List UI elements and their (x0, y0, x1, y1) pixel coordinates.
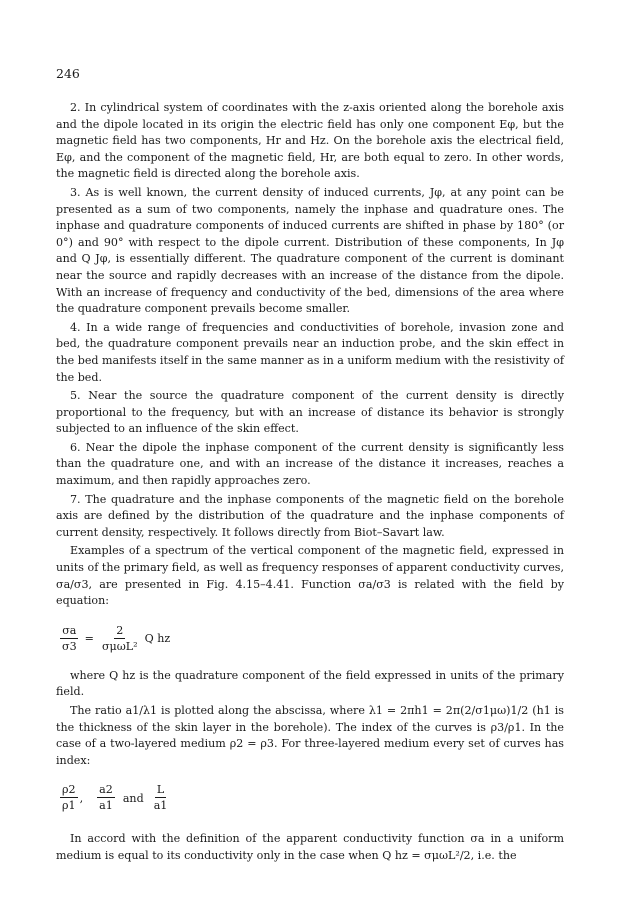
curve-index-expression (58, 775, 564, 821)
paragraph-ratio: The ratio a1/λ1 is plotted along the abscissa, where λ1 = 2πh1 = 2π(2/σ1μω)1/2 (h1 is the thickness of the skin layer in the borehole). The index of the curves is ρ3/ρ1. In the case of a two-layered medium ρ2 = ρ3. For three-layered medium every set of curves has index: (56, 704, 564, 767)
index-radius-numerator: a2 (99, 783, 113, 797)
equation-rhs-numerator: 2 (116, 623, 124, 637)
paragraph-where: where Q hz is the quadrature component of the field expressed in units of the primary field. (56, 668, 564, 699)
paragraph-item-2: 2. In cylindrical system of coordinates with the z-axis oriented along the borehole axis and the dipole located in its origin the electric field has only one component Eφ, but the magnetic field has two components, Hr and Hz. On the borehole axis the electrical field, Eφ, and the component of the magnetic field, Hr, are both equal to zero. In other words, the magnetic field is directed along the borehole axis. (56, 101, 564, 181)
equation-lhs-numerator: σa (62, 623, 77, 637)
equation-rhs-fraction (100, 624, 140, 654)
equation-apparent-conductivity (58, 616, 564, 662)
equation-rhs-denominator: σμωL² (101, 639, 138, 653)
book-page (56, 66, 564, 867)
index-rho-denominator: ρ1 (62, 799, 76, 813)
equation-equals-sign: = (84, 632, 94, 646)
equation-lhs-fraction (60, 624, 79, 654)
index-radius-denominator: a1 (99, 799, 113, 813)
index-rho-numerator: ρ2 (62, 783, 76, 797)
index-and-word: and (122, 791, 144, 805)
equation-rhs-factor: Q hz (144, 632, 171, 646)
paragraph-item-6: 6. Near the dipole the inphase component of the current density is significantly less than the quadrature one, and with an increase of the distance it increases, reaches a maximum, and then rapidly approaches zero. (56, 440, 564, 488)
paragraph-item-7: 7. The quadrature and the inphase components of the magnetic field on the borehole axis are defined by the distribution of the quadrature and the inphase components of current density, respectively. It follows directly from Biot–Savart law. (56, 492, 564, 539)
index-length-denominator: a1 (153, 799, 168, 813)
index-comma: , (79, 791, 84, 805)
paragraph-accord: In accord with the definition of the apparent conductivity function σa in a uniform medium is equal to its conductivity only in the case when Q hz = σμωL²/2, i.e. the (56, 832, 564, 862)
paragraph-item-4: 4. In a wide range of frequencies and conductivities of borehole, invasion zone and bed, the quadrature component prevails near an induction probe, and the skin effect in the bed manifests itself in the same manner as in a uniform medium with the resistivity of the bed. (56, 320, 564, 384)
paragraph-examples: Examples of a spectrum of the vertical component of the magnetic field, expressed in units of the primary field, as well as frequency responses of apparent conductivity curves, σa/σ3, are presented in Fig. 4.15–4.41. Function σa/σ3 is related with the field by equation: (56, 544, 564, 608)
index-fraction-rho (60, 783, 78, 813)
index-fraction-radius (97, 783, 115, 813)
page-number: 246 (56, 66, 80, 81)
paragraph-item-3: 3. As is well known, the current density of induced currents, Jφ, at any point can be presented as a sum of two components, namely the inphase and quadrature ones. The inphase and quadrature components of induced currents are shifted in phase by 180° (or 0°) and 90° with respect to the dipole current. Distribution of these components, In Jφ and Q Jφ, is essentially different. The quadrature component of the current is dominant near the source and rapidly decreases with an increase of the distance from the dipole. With an increase of frequency and conductivity of the bed, dimensions of the area where the quadrature component prevails become smaller. (56, 185, 564, 316)
index-length-numerator: L (156, 783, 165, 797)
index-fraction-length (152, 783, 170, 813)
equation-lhs-denominator: σ3 (62, 639, 77, 653)
paragraph-item-5: 5. Near the source the quadrature component of the current density is directly proportional to the frequency, but with an increase of distance its behavior is strongly subjected to an influence of the skin effect. (56, 389, 564, 436)
